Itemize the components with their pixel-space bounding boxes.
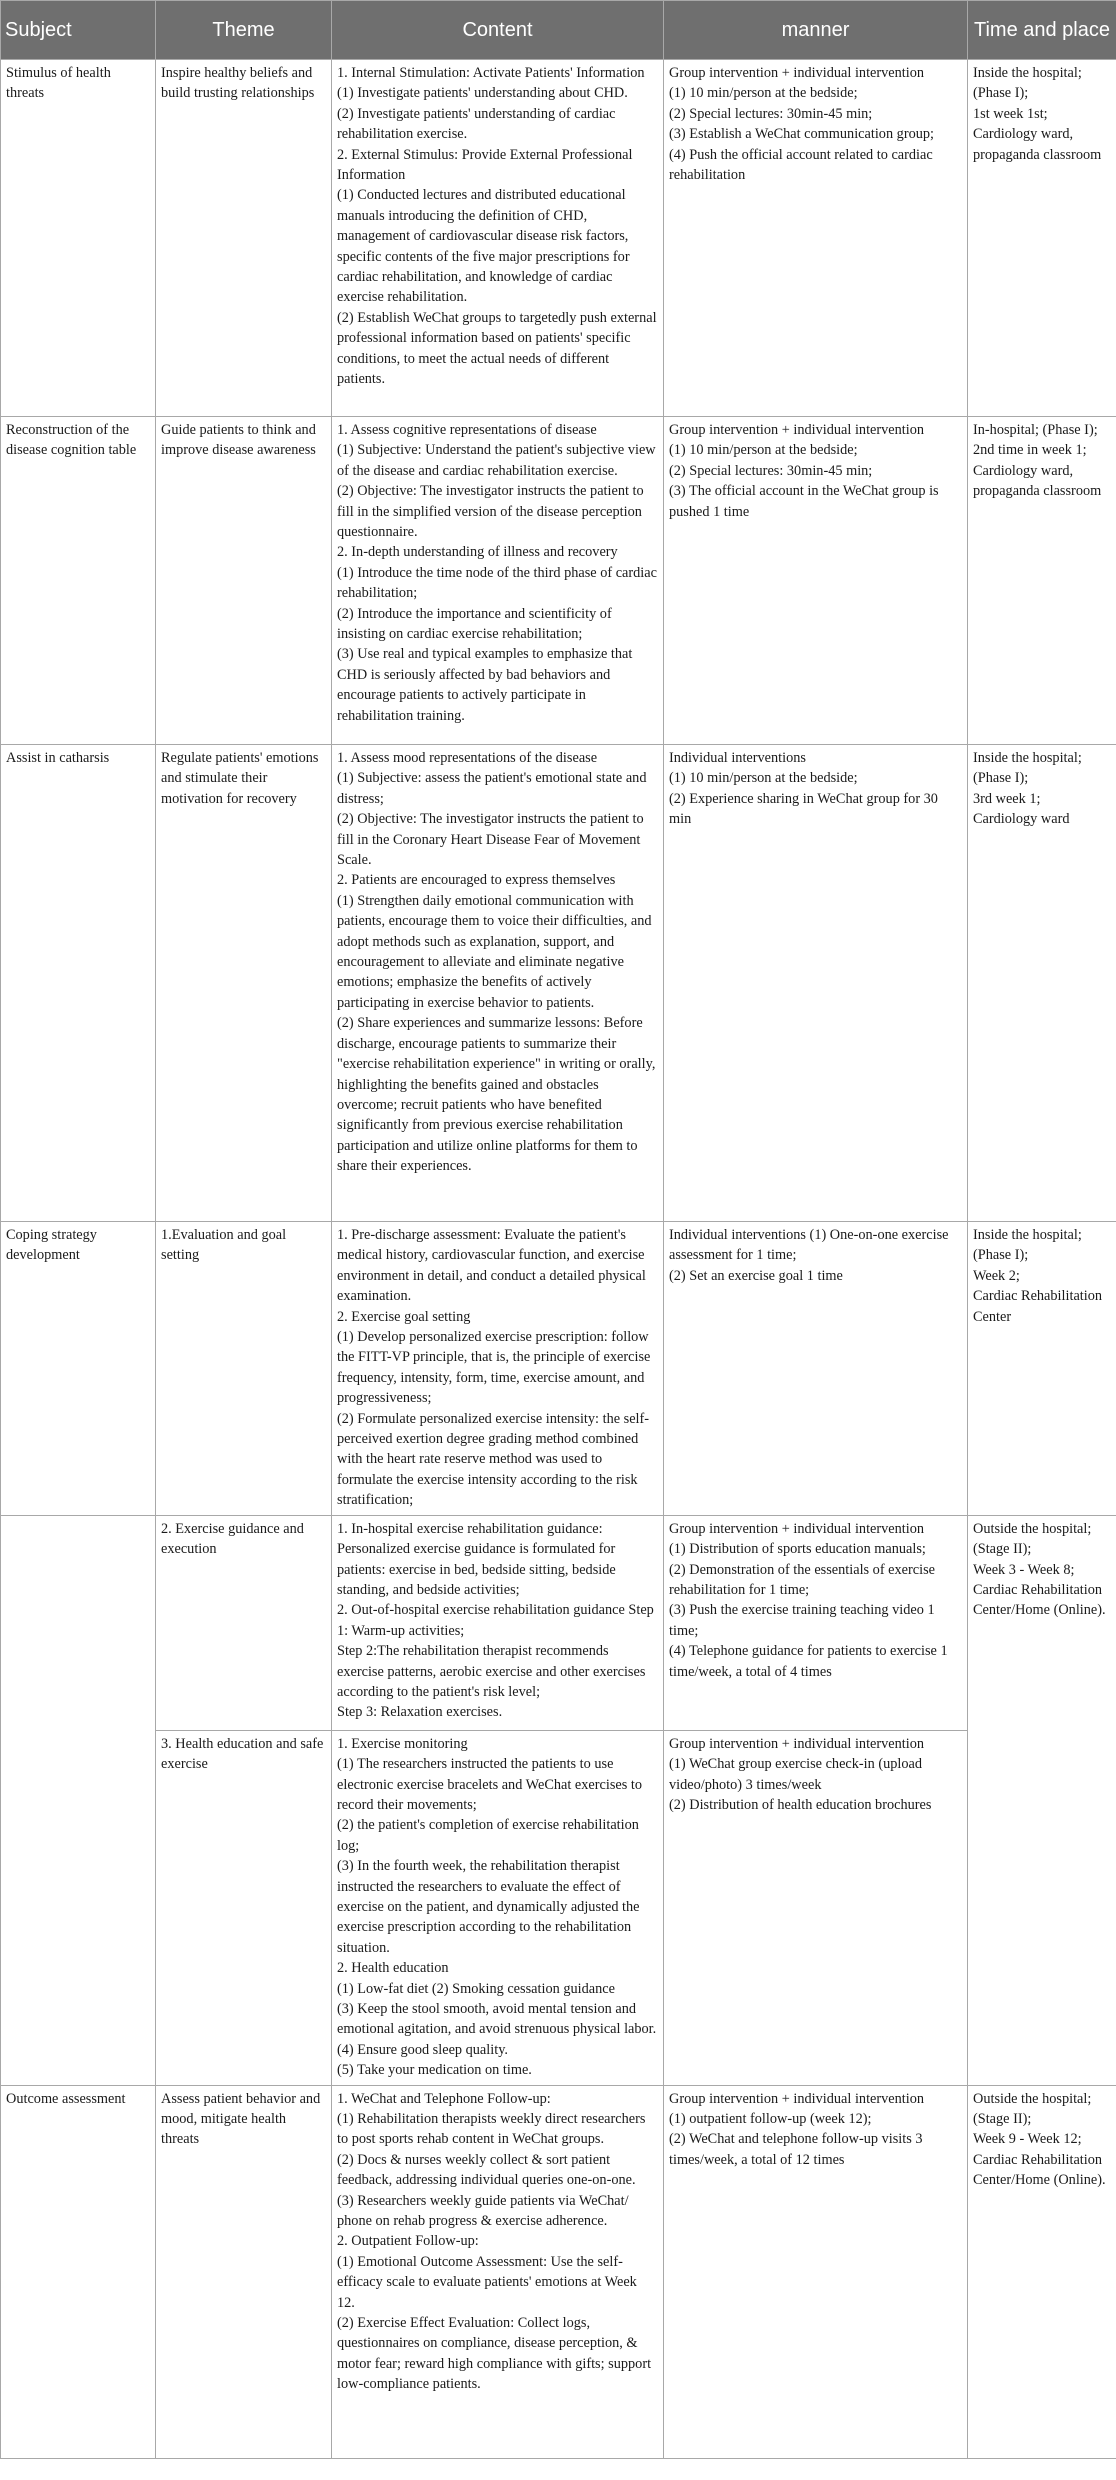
cell-manner xyxy=(664,417,968,745)
cell-theme: 2. Exercise guidance and execution xyxy=(156,1515,332,1730)
cell-line: Cardiology ward xyxy=(973,811,1070,828)
cell-manner xyxy=(664,1222,968,1516)
table-row xyxy=(1,1515,1116,1730)
table-row xyxy=(1,2085,1116,2458)
cell-line: Week 2; xyxy=(973,1267,1020,1284)
cell-line: 1. In-hospital exercise rehabilitation guidance: Personalized exercise guidance is formulated for patients: exercise in bed, bedside sitting, bedside standing, and bedside activities; xyxy=(337,1520,616,1598)
cell-line: (2) Docs & nurses weekly collect & sort patient feedback, addressing individual queries one-on-one. xyxy=(337,2151,636,2189)
cell-line: Outside the hospital; (Stage II); xyxy=(973,2090,1092,2127)
cell-line: 2. External Stimulus: Provide External Professional Information xyxy=(337,146,633,184)
cell-line: Step 3: Relaxation exercises. xyxy=(337,1704,503,1721)
cell-line: (1) Investigate patients' understanding about CHD. xyxy=(337,85,628,102)
cell-line: (2) Experience sharing in WeChat group for 30 min xyxy=(669,790,938,828)
cell-theme: Guide patients to think and improve disease awareness xyxy=(156,417,332,745)
cell-line: Step 2:The rehabilitation therapist recommends exercise patterns, aerobic exercise and other exercises according to the patient's risk level; xyxy=(337,1643,646,1700)
table-row xyxy=(1,60,1116,417)
cell-content xyxy=(332,1222,664,1516)
header-subject: Subject xyxy=(1,1,156,60)
cell-time-place xyxy=(968,417,1116,745)
cell-line: (1) Rehabilitation therapists weekly direct researchers to post sports rehab content in WeChat groups. xyxy=(337,2111,646,2148)
cell-line: Group intervention + individual intervention xyxy=(669,1735,925,1752)
cell-line: 2. In-depth understanding of illness and recovery xyxy=(337,544,618,561)
cell-theme: Inspire healthy beliefs and build trusting relationships xyxy=(156,60,332,417)
header-content: Content xyxy=(332,1,664,60)
cell-line: (1) 10 min/person at the bedside; xyxy=(669,442,858,459)
cell-line: (1) Low-fat diet (2) Smoking cessation guidance xyxy=(337,1980,615,1997)
cell-subject: Assist in catharsis xyxy=(1,745,156,1222)
cell-line: 1. Assess cognitive representations of disease xyxy=(337,422,597,438)
cell-line: (5) Take your medication on time. xyxy=(337,2062,532,2079)
cell-line: (2) Share experiences and summarize lessons: Before discharge, encourage patients to summarize their "exercise rehabilitation experience" in writing or orally, highlighting the benefits gained and obstacles overcome; recruit patients who have benefited significantly from previous exercise rehabilitation participation and utilize online platforms for them to share their experiences. xyxy=(337,1015,656,1175)
table-header-row xyxy=(1,1,1116,60)
cell-line: Cardiac Rehabilitation Center xyxy=(973,1288,1103,1325)
cell-manner xyxy=(664,745,968,1222)
cell-line: (3) Keep the stool smooth, avoid mental tension and emotional agitation, and avoid strenuous physical labor. (4) Ensure good sleep quality. xyxy=(337,2000,657,2058)
cell-line: (2) Special lectures: 30min-45 min; xyxy=(669,105,873,122)
cell-line: (1) Conducted lectures and distributed educational manuals introducing the definition of CHD, management of cardiovascular disease risk factors, specific contents of the five major prescriptions for cardiac rehabilitation, and knowledge of cardiac exercise rehabilitation. xyxy=(337,187,630,306)
cell-content xyxy=(332,2085,664,2458)
cell-manner xyxy=(664,1730,968,2085)
cell-line: 2. Health education xyxy=(337,1960,449,1977)
cell-line: 1st week 1st; xyxy=(973,105,1048,122)
cell-line: (1) Distribution of sports education manuals; xyxy=(669,1541,926,1558)
cell-line: (1) Subjective: assess the patient's emotional state and distress; xyxy=(337,770,647,807)
cell-line: In-hospital; (Phase I); xyxy=(973,422,1098,438)
cell-line: 1. WeChat and Telephone Follow-up: xyxy=(337,2090,551,2107)
cell-line: Group intervention + individual intervention xyxy=(669,2090,925,2107)
cell-line: (4) Push the official account related to cardiac rehabilitation xyxy=(669,146,933,184)
cell-line: (3) Push the exercise training teaching video 1 time; xyxy=(669,1602,935,1639)
cell-line: 1. Exercise monitoring xyxy=(337,1735,468,1752)
cell-line: Inside the hospital; (Phase I); xyxy=(973,65,1082,102)
cell-line: Individual interventions (1) One-on-one exercise assessment for 1 time; xyxy=(669,1227,949,1264)
cell-line: (1) Develop personalized exercise prescription: follow the FITT-VP principle, that is, the principle of exercise frequency, intensity, form, time, exercise amount, and progressiveness; xyxy=(337,1329,651,1407)
cell-line: (2) Introduce the importance and scientificity of insisting on cardiac exercise rehabilitation; xyxy=(337,605,612,643)
cell-line: Cardiac Rehabilitation Center/Home (Online). xyxy=(973,1581,1106,1619)
cell-subject xyxy=(1,1515,156,2085)
cell-line: (1) Introduce the time node of the third phase of cardiac rehabilitation; xyxy=(337,564,657,602)
cell-line: (3) Researchers weekly guide patients via WeChat/ phone on rehab progress & exercise adherence. xyxy=(337,2192,629,2230)
cell-line: (1) outpatient follow-up (week 12); xyxy=(669,2111,872,2127)
cell-manner xyxy=(664,2085,968,2458)
cell-time-place xyxy=(968,745,1116,1222)
cell-line: (2) Exercise Effect Evaluation: Collect logs, questionnaires on compliance, disease perception, & motor fear; reward high compliance with gifts; support low-compliance patients. xyxy=(337,2315,652,2393)
cell-line: (2) WeChat and telephone follow-up visits 3 times/week, a total of 12 times xyxy=(669,2131,923,2168)
cell-line: (2) Formulate personalized exercise intensity: the self-perceived exertion degree grading method combined with the heart rate reserve method was used to formulate the exercise intensity according to the risk stratification; xyxy=(337,1410,650,1509)
table-row xyxy=(1,1730,1116,2085)
cell-line: 1. Assess mood representations of the disease xyxy=(337,750,598,766)
cell-line: (2) Investigate patients' understanding of cardiac rehabilitation exercise. xyxy=(337,105,616,143)
cell-line: (1) 10 min/person at the bedside; xyxy=(669,770,858,787)
cell-line: (2) Objective: The investigator instructs the patient to fill in the simplified version of the disease perception questionnaire. xyxy=(337,483,644,541)
cell-theme: 3. Health education and safe exercise xyxy=(156,1730,332,2085)
cell-line: Inside the hospital; (Phase I); xyxy=(973,1227,1082,1264)
cell-line: (2) the patient's completion of exercise rehabilitation log; xyxy=(337,1817,639,1854)
cell-line: (2) Establish WeChat groups to targetedly push external professional information based on patients' specific conditions, to meet the actual needs of different patients. xyxy=(337,309,657,388)
cell-line: Group intervention + individual intervention xyxy=(669,422,925,438)
cell-line: Cardiac Rehabilitation Center/Home (Online). xyxy=(973,2151,1106,2189)
cell-line: (4) Telephone guidance for patients to exercise 1 time/week, a total of 4 times xyxy=(669,1643,948,1680)
cell-line: (2) Special lectures: 30min-45 min; xyxy=(669,462,873,479)
cell-subject: Reconstruction of the disease cognition table xyxy=(1,417,156,745)
header-manner: manner xyxy=(664,1,968,60)
cell-content xyxy=(332,60,664,417)
cell-time-place xyxy=(968,2085,1116,2458)
cell-line: (1) 10 min/person at the bedside; xyxy=(669,85,858,102)
cell-line: (1) The researchers instructed the patients to use electronic exercise bracelets and WeChat exercises to record their movements; xyxy=(337,1756,643,1813)
cell-subject: Coping strategy development xyxy=(1,1222,156,1516)
cell-content xyxy=(332,1515,664,1730)
cell-time-place xyxy=(968,1222,1116,1516)
cell-theme: 1.Evaluation and goal setting xyxy=(156,1222,332,1516)
cell-line: 1. Pre-discharge assessment: Evaluate the patient's medical history, cardiovascular function, and exercise environment in detail, and conduct a detailed physical examination. xyxy=(337,1227,646,1305)
cell-theme: Regulate patients' emotions and stimulate their motivation for recovery xyxy=(156,745,332,1222)
cell-line: Cardiology ward, propaganda classroom xyxy=(973,462,1102,500)
cell-line: Group intervention + individual intervention xyxy=(669,65,925,81)
cell-line: Week 3 - Week 8; xyxy=(973,1561,1075,1578)
cell-subject: Outcome assessment xyxy=(1,2085,156,2458)
cell-line: (3) Use real and typical examples to emphasize that CHD is seriously affected by bad behaviors and encourage patients to actively participate in rehabilitation training. xyxy=(337,646,633,724)
cell-line: 3rd week 1; xyxy=(973,790,1041,807)
cell-line: 1. Internal Stimulation: Activate Patients' Information xyxy=(337,65,645,81)
table-row xyxy=(1,417,1116,745)
cell-manner xyxy=(664,60,968,417)
cell-line: Outside the hospital; (Stage II); xyxy=(973,1520,1092,1558)
cell-content xyxy=(332,745,664,1222)
cell-line: 2nd time in week 1; xyxy=(973,442,1087,459)
cell-line: (2) Objective: The investigator instructs the patient to fill in the Coronary Heart Disease Fear of Movement Scale. xyxy=(337,811,644,869)
cell-line: Individual interventions xyxy=(669,750,806,766)
cell-time-place xyxy=(968,1515,1116,2085)
cell-line: (1) Strengthen daily emotional communication with patients, encourage them to voice their difficulties, and adopt methods such as explanation, support, and encouragement to alleviate and eliminate negative emotions; emphasize the benefits of actively participating in exercise behavior to patients. xyxy=(337,892,652,1011)
table-body xyxy=(1,60,1116,2459)
cell-line: Inside the hospital; (Phase I); xyxy=(973,750,1082,787)
cell-line: (2) Demonstration of the essentials of exercise rehabilitation for 1 time; xyxy=(669,1561,935,1598)
cell-theme: Assess patient behavior and mood, mitigate health threats xyxy=(156,2085,332,2458)
cell-line: (3) Establish a WeChat communication group; xyxy=(669,126,935,143)
cell-line: (1) Emotional Outcome Assessment: Use the self-efficacy scale to evaluate patients' emotions at Week 12. xyxy=(337,2253,637,2311)
cell-line: Week 9 - Week 12; xyxy=(973,2131,1082,2148)
cell-line: (1) WeChat group exercise check-in (upload video/photo) 3 times/week xyxy=(669,1756,923,1793)
cell-subject: Stimulus of health threats xyxy=(1,60,156,417)
cell-manner xyxy=(664,1515,968,1730)
cell-content xyxy=(332,1730,664,2085)
table-row xyxy=(1,1222,1116,1516)
cell-line: 2. Outpatient Follow-up: xyxy=(337,2233,479,2250)
cell-content xyxy=(332,417,664,745)
cell-line: (3) In the fourth week, the rehabilitation therapist instructed the researchers to evaluate the effect of exercise on the patient, and dynamically adjusted the exercise prescription according to the rehabilitation situation. xyxy=(337,1858,640,1956)
header-time-place: Time and place xyxy=(968,1,1116,60)
cell-line: (2) Set an exercise goal 1 time xyxy=(669,1267,843,1284)
cell-line: 2. Patients are encouraged to express themselves xyxy=(337,872,616,889)
cell-time-place xyxy=(968,60,1116,417)
cell-line: 2. Exercise goal setting xyxy=(337,1308,471,1325)
table-row xyxy=(1,745,1116,1222)
cell-line: (3) The official account in the WeChat group is pushed 1 time xyxy=(669,483,939,520)
cell-line: 2. Out-of-hospital exercise rehabilitation guidance Step 1: Warm-up activities; xyxy=(337,1602,654,1639)
cell-line: (1) Subjective: Understand the patient's subjective view of the disease and cardiac rehabilitation exercise. xyxy=(337,442,656,479)
cell-line: Cardiology ward, propaganda classroom xyxy=(973,126,1102,163)
cell-line: (2) Distribution of health education brochures xyxy=(669,1796,932,1813)
cell-line: Group intervention + individual intervention xyxy=(669,1520,925,1537)
header-theme: Theme xyxy=(156,1,332,60)
